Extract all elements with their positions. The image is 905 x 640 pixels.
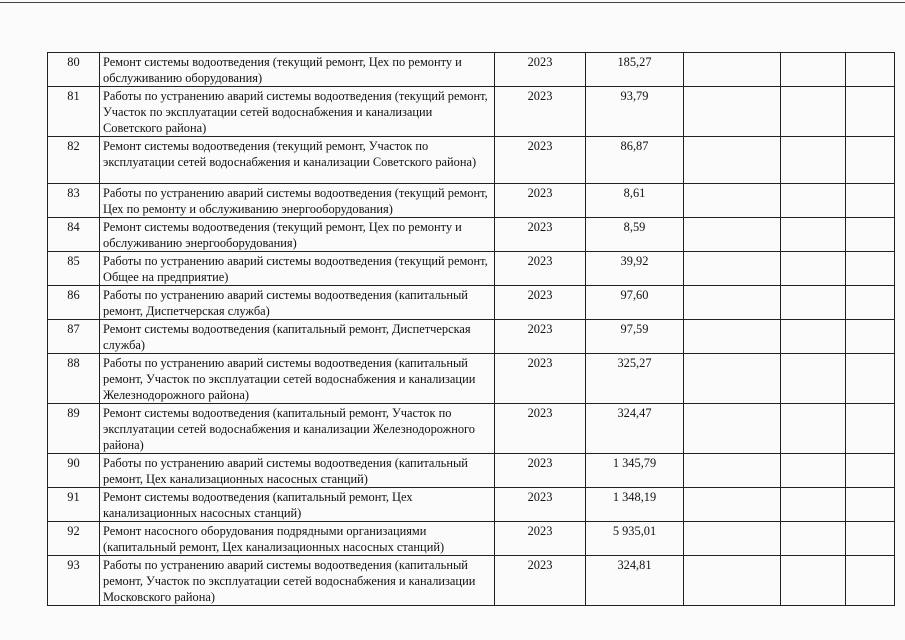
work-year: 2023: [495, 218, 586, 252]
work-year: 2023: [495, 454, 586, 488]
row-number: 90: [48, 454, 100, 488]
empty-cell: [846, 320, 895, 354]
empty-cell: [846, 53, 895, 87]
work-description: Ремонт системы водоотведения (капитальный ремонт, Цех канализационных насосных станций): [100, 488, 495, 522]
table-row: [48, 522, 895, 556]
work-year: 2023: [495, 320, 586, 354]
empty-cell: [781, 137, 846, 184]
row-number: 89: [48, 404, 100, 454]
work-description: Ремонт системы водоотведения (текущий ремонт, Цех по ремонту и обслуживанию оборудования): [100, 53, 495, 87]
work-year: 2023: [495, 252, 586, 286]
empty-cell: [846, 184, 895, 218]
work-cost: 97,59: [586, 320, 684, 354]
empty-cell: [684, 556, 781, 606]
table-row: [48, 87, 895, 137]
empty-cell: [781, 522, 846, 556]
empty-cell: [781, 454, 846, 488]
work-cost: 325,27: [586, 354, 684, 404]
empty-cell: [846, 522, 895, 556]
empty-cell: [781, 286, 846, 320]
table-row: [48, 286, 895, 320]
empty-cell: [846, 404, 895, 454]
empty-cell: [684, 137, 781, 184]
row-number: 86: [48, 286, 100, 320]
work-year: 2023: [495, 556, 586, 606]
table-row: [48, 320, 895, 354]
empty-cell: [846, 556, 895, 606]
empty-cell: [781, 556, 846, 606]
work-description: Работы по устранению аварий системы водоотведения (текущий ремонт, Общее на предприятие): [100, 252, 495, 286]
empty-cell: [846, 488, 895, 522]
empty-cell: [846, 137, 895, 184]
empty-cell: [781, 53, 846, 87]
row-number: 88: [48, 354, 100, 404]
work-description: Работы по устранению аварий системы водоотведения (капитальный ремонт, Участок по эксплуатации сетей водоснабжения и канализации Железнодорожного района): [100, 354, 495, 404]
table-row: [48, 137, 895, 184]
empty-cell: [781, 87, 846, 137]
work-year: 2023: [495, 286, 586, 320]
empty-cell: [684, 87, 781, 137]
work-cost: 324,81: [586, 556, 684, 606]
empty-cell: [684, 454, 781, 488]
empty-cell: [781, 218, 846, 252]
work-description: Ремонт системы водоотведения (текущий ремонт, Цех по ремонту и обслуживанию энергооборудования): [100, 218, 495, 252]
work-description: Работы по устранению аварий системы водоотведения (капитальный ремонт, Цех канализационных насосных станций): [100, 454, 495, 488]
empty-cell: [684, 404, 781, 454]
table-row: [48, 184, 895, 218]
table-row: [48, 354, 895, 404]
work-description: Работы по устранению аварий системы водоотведения (капитальный ремонт, Участок по эксплуатации сетей водоснабжения и канализации Московского района): [100, 556, 495, 606]
empty-cell: [684, 522, 781, 556]
empty-cell: [684, 53, 781, 87]
table-row: [48, 556, 895, 606]
work-year: 2023: [495, 87, 586, 137]
empty-cell: [846, 286, 895, 320]
empty-cell: [684, 320, 781, 354]
row-number: 81: [48, 87, 100, 137]
empty-cell: [781, 320, 846, 354]
work-cost: 93,79: [586, 87, 684, 137]
empty-cell: [781, 184, 846, 218]
repair-works-table: [47, 52, 895, 606]
table-row: [48, 252, 895, 286]
empty-cell: [781, 354, 846, 404]
work-cost: 5 935,01: [586, 522, 684, 556]
empty-cell: [781, 252, 846, 286]
work-cost: 97,60: [586, 286, 684, 320]
row-number: 80: [48, 53, 100, 87]
work-cost: 1 348,19: [586, 488, 684, 522]
empty-cell: [781, 488, 846, 522]
table-row: [48, 53, 895, 87]
empty-cell: [846, 354, 895, 404]
work-cost: 185,27: [586, 53, 684, 87]
work-cost: 1 345,79: [586, 454, 684, 488]
work-cost: 324,47: [586, 404, 684, 454]
work-year: 2023: [495, 53, 586, 87]
row-number: 93: [48, 556, 100, 606]
row-number: 91: [48, 488, 100, 522]
empty-cell: [846, 87, 895, 137]
work-description: Работы по устранению аварий системы водоотведения (текущий ремонт, Участок по эксплуатации сетей водоснабжения и канализации Советского района): [100, 87, 495, 137]
work-year: 2023: [495, 184, 586, 218]
work-description: Ремонт насосного оборудования подрядными организациями (капитальный ремонт, Цех канализационных насосных станций): [100, 522, 495, 556]
table-row: [48, 404, 895, 454]
work-year: 2023: [495, 404, 586, 454]
work-cost: 8,61: [586, 184, 684, 218]
work-cost: 86,87: [586, 137, 684, 184]
row-number: 83: [48, 184, 100, 218]
work-description: Ремонт системы водоотведения (текущий ремонт, Участок по эксплуатации сетей водоснабжения и канализации Советского района): [100, 137, 495, 184]
empty-cell: [846, 218, 895, 252]
row-number: 87: [48, 320, 100, 354]
work-description: Ремонт системы водоотведения (капитальный ремонт, Диспетчерская служба): [100, 320, 495, 354]
empty-cell: [846, 454, 895, 488]
page-top-rule: [0, 2, 905, 3]
work-year: 2023: [495, 354, 586, 404]
row-number: 92: [48, 522, 100, 556]
row-number: 82: [48, 137, 100, 184]
empty-cell: [781, 404, 846, 454]
work-year: 2023: [495, 522, 586, 556]
empty-cell: [684, 184, 781, 218]
work-description: Ремонт системы водоотведения (капитальный ремонт, Участок по эксплуатации сетей водоснабжения и канализации Железнодорожного района): [100, 404, 495, 454]
empty-cell: [846, 252, 895, 286]
table-row: [48, 488, 895, 522]
work-year: 2023: [495, 488, 586, 522]
table-body: [48, 53, 895, 606]
empty-cell: [684, 488, 781, 522]
work-description: Работы по устранению аварий системы водоотведения (текущий ремонт, Цех по ремонту и обслуживанию энергооборудования): [100, 184, 495, 218]
empty-cell: [684, 218, 781, 252]
empty-cell: [684, 252, 781, 286]
row-number: 85: [48, 252, 100, 286]
empty-cell: [684, 354, 781, 404]
work-year: 2023: [495, 137, 586, 184]
table-row: [48, 218, 895, 252]
work-cost: 8,59: [586, 218, 684, 252]
work-description: Работы по устранению аварий системы водоотведения (капитальный ремонт, Диспетчерская служба): [100, 286, 495, 320]
work-cost: 39,92: [586, 252, 684, 286]
empty-cell: [684, 286, 781, 320]
table-row: [48, 454, 895, 488]
row-number: 84: [48, 218, 100, 252]
